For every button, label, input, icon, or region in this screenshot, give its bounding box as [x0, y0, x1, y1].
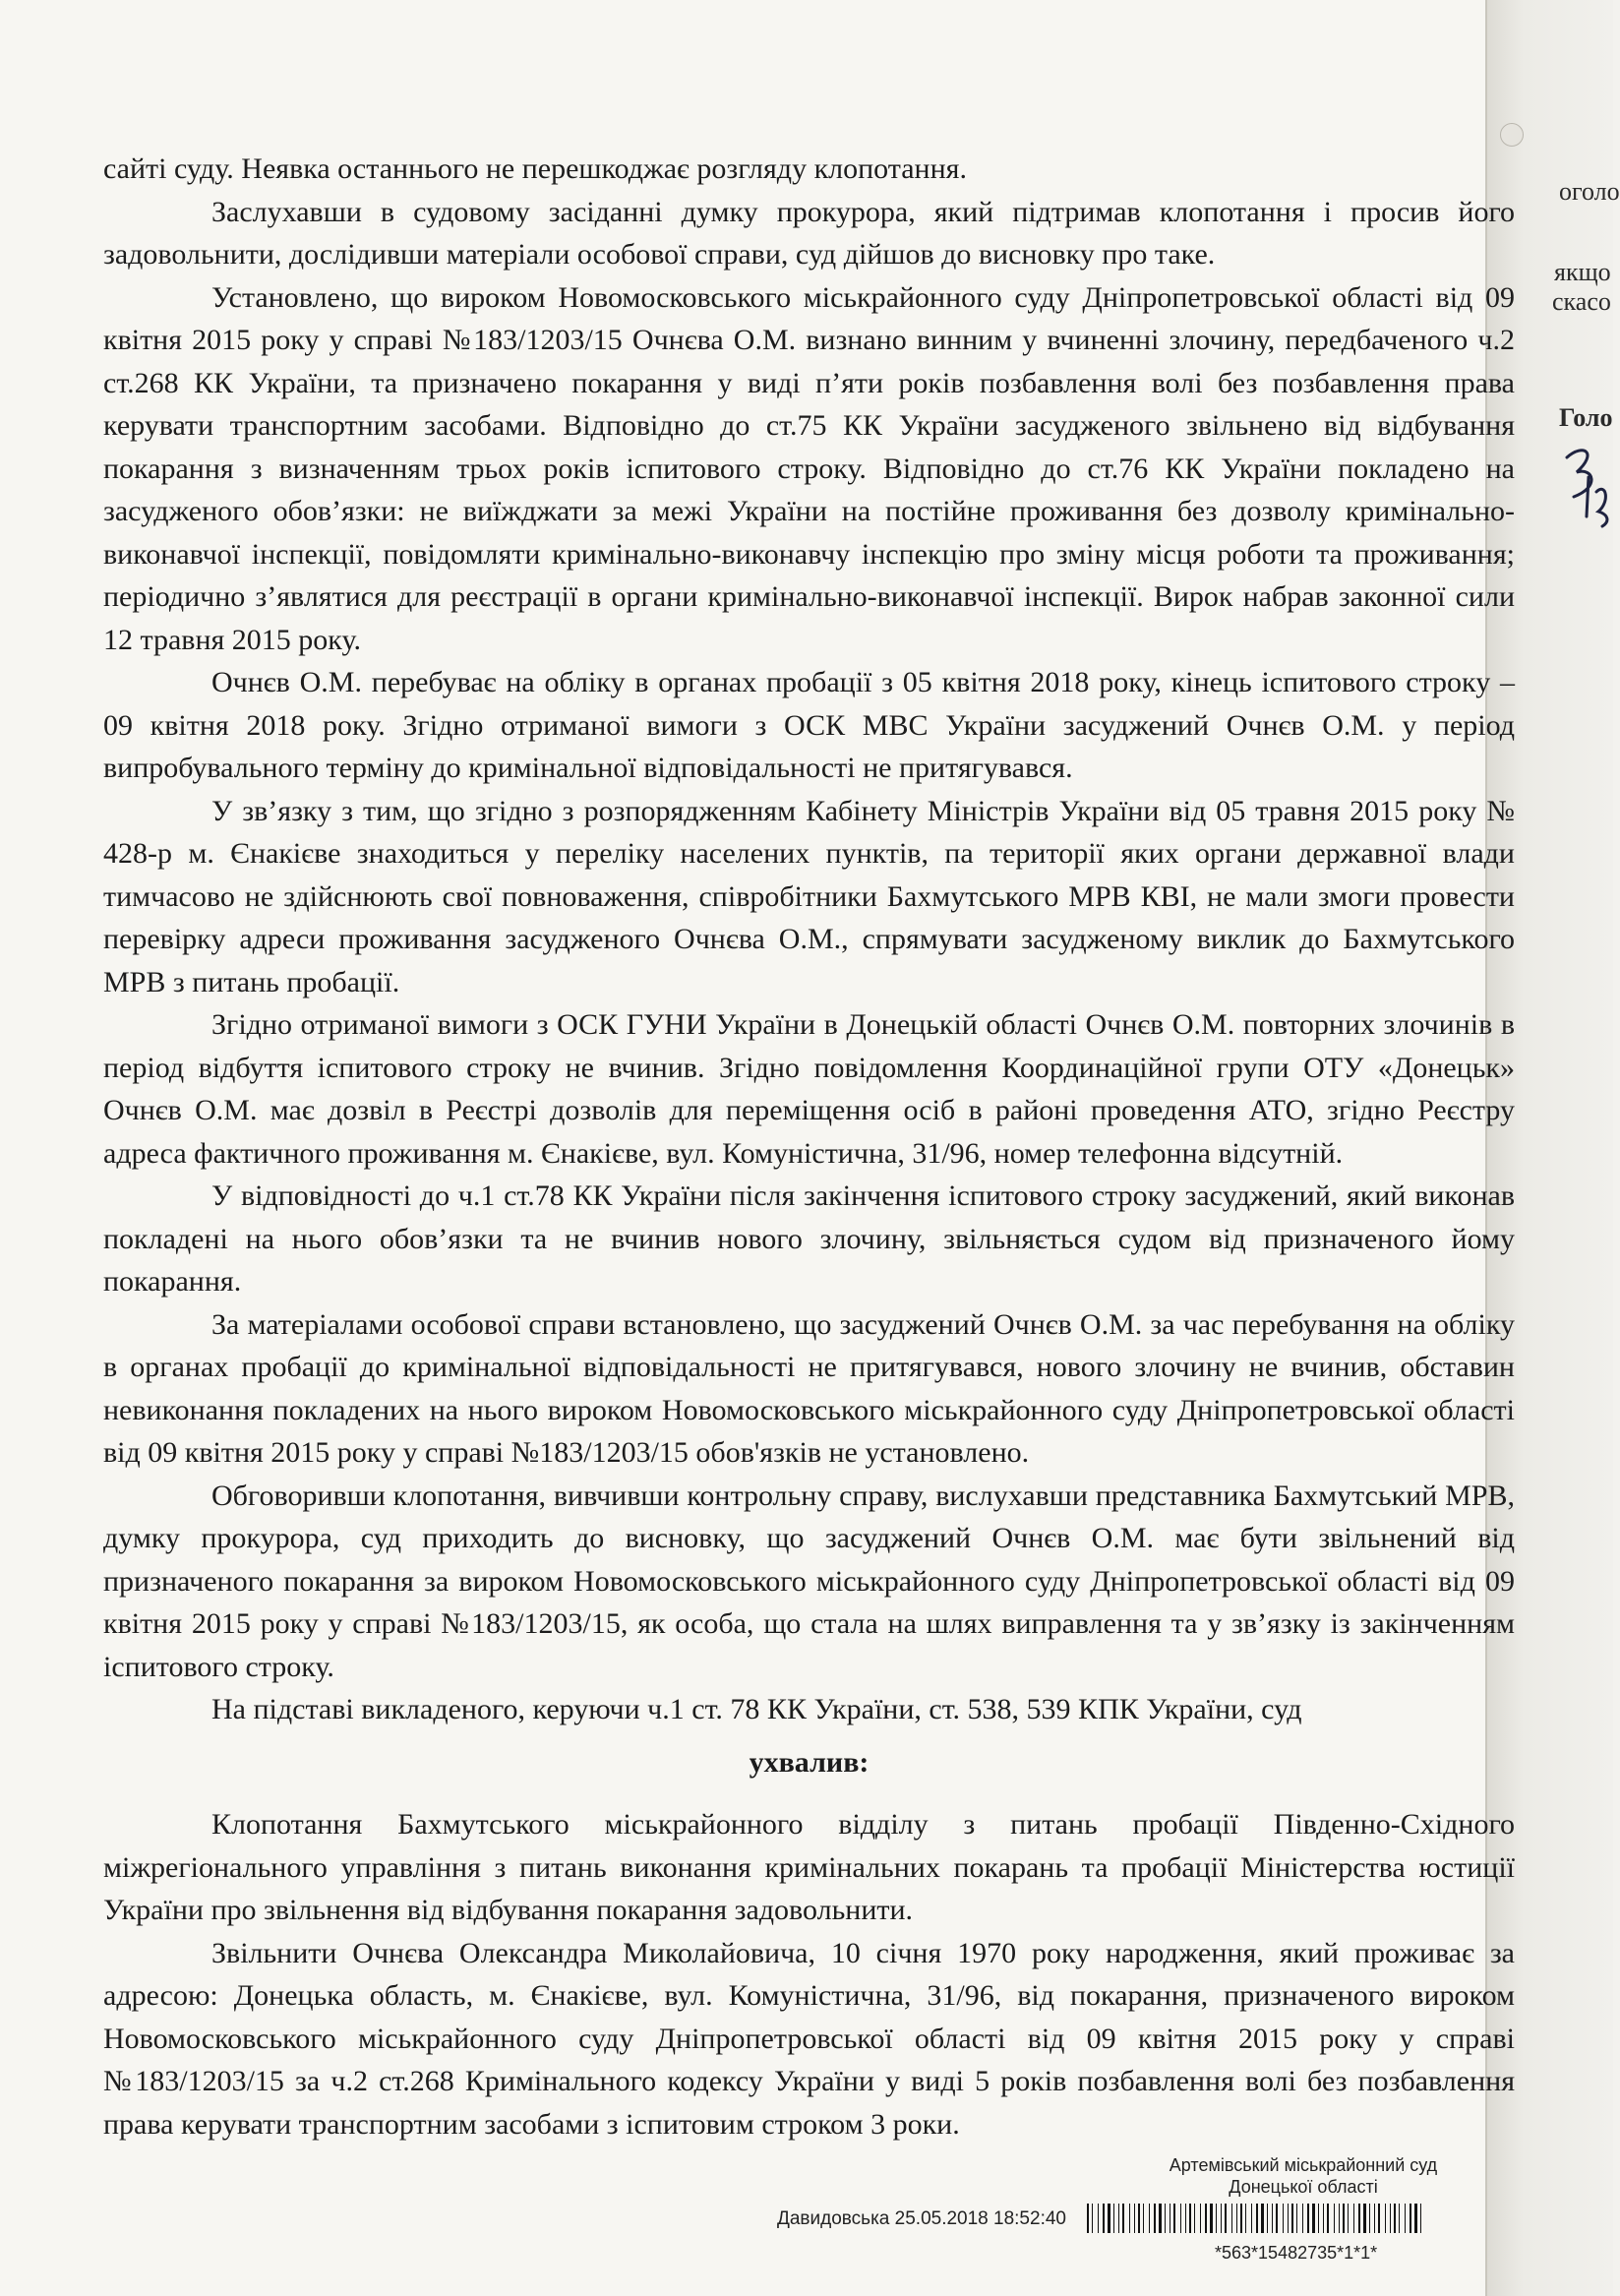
- paragraph: У відповідності до ч.1 ст.78 КК України після закінчення іспитового строку засуджений, який виконав покладені на нього обов’язки та не вчинив нового злочину, звільняється судом від призначеного йому покарання.: [103, 1179, 1515, 1298]
- margin-note: скасо: [1552, 287, 1611, 316]
- clerk-timestamp: Давидовська 25.05.2018 18:52:40: [777, 2208, 1066, 2229]
- stamp-region: Донецької області: [1229, 2177, 1378, 2197]
- paragraph: За матеріалами особової справи встановлено, що засуджений Очнєв О.М. за час перебування на обліку в органах пробації до кримінальної відповідальності не притягувався, нового злочину не вчинив, обставин невиконання покладених на нього вироком Новомосковського міськрайонного суду Дніпропетровської області від 09 квітня 2015 року у справі №183/1203/15 обов'язків не установлено.: [103, 1307, 1515, 1469]
- margin-note: Голо: [1559, 403, 1613, 432]
- margin-note: якщо: [1554, 258, 1611, 286]
- signature-icon: [1559, 438, 1613, 531]
- decision-heading: ухвалив:: [749, 1745, 870, 1779]
- document-body: [103, 148, 1515, 2145]
- stamp-court-name: Артемівський міськрайонний суд: [1169, 2155, 1438, 2175]
- paragraph: Установлено, що вироком Новомосковського міськрайонного суду Дніпропетровської області від 09 квітня 2015 року у справі №183/1203/15 Очнєва О.М. визнано винним у вчиненні злочину, передбаченого ч.2 ст.268 КК України, та призначено покарання у виді п’яти років позбавлення волі без позбавлення права керувати транспортним засобами. Відповідно до ст.75 КК України засудженого звільнено від відбування покарання з визначенням трьох років іспитового строку. Відповідно до ст.76 КК України покладено на засудженого обов’язки: не виїжджати за межі України на постійне проживання без дозволу кримінально-виконавчої інспекції, повідомляти кримінально-виконавчу інспекцію про зміну місця роботи та проживання; періодично з’являтися для реєстрації в органи кримінально-виконавчої інспекції. Вирок набрав законної сили 12 травня 2015 року.: [103, 280, 1515, 656]
- barcode: [1087, 2204, 1421, 2233]
- paragraph: Обговоривши клопотання, вивчивши контрольну справу, вислухавши представника Бахмутський МРВ, думку прокурора, суд приходить до висновку, що засуджений Очнєв О.М. має бути звільнений від призначеного покарання за вироком Новомосковського міськрайонного суду Дніпропетровської області від 09 квітня 2015 року у справі №183/1203/15, як особа, що стала на шлях виправлення та у зв’язку із закінченням іспитового строку.: [103, 1479, 1515, 1683]
- ruling-paragraph: Звільнити Очнєва Олександра Миколайовича, 10 січня 1970 року народження, який проживає за адресою: Донецька область, м. Єнакієве, вул. Комуністична, 31/96, від покарання, призначеного вироком Новомосковського міськрайонного суду Дніпропетровської області від 09 квітня 2015 року у справі №183/1203/15 за ч.2 ст.268 Кримінального кодексу України у виді 5 років позбавлення волі без позбавлення права керувати транспортним засобами з іспитовим строком 3 роки.: [103, 1936, 1515, 2141]
- paragraph: Заслухавши в судовому засіданні думку прокурора, який підтримав клопотання і просив його задовольнити, дослідивши матеріали особової справи, суд дійшов до висновку про таке.: [103, 195, 1515, 271]
- paragraph: Згідно отриманої вимоги з ОСК ГУНИ України в Донецькій області Очнєв О.М. повторних злочинів в період відбуття іспитового строку не вчинив. Згідно повідомлення Координаційної групи ОТУ «Донецьк» Очнєв О.М. має дозвіл в Реєстрі дозволів для переміщення осіб в районі проведення АТО, згідно Реєстру адреса фактичного проживання м. Єнакієве, вул. Комуністична, 31/96, номер телефонна відсутній.: [103, 1008, 1515, 1170]
- ruling-paragraph: Клопотання Бахмутського міськрайонного відділу з питань пробації Південно-Східного міжрегіонального управління з питань виконання кримінальних покарань та пробації Міністерства юстиції України про звільнення від відбування покарання задовольнити.: [103, 1808, 1515, 1926]
- binding-hole: [1500, 123, 1524, 147]
- paragraph: На підставі викладеного, керуючи ч.1 ст. 78 КК України, ст. 538, 539 КПК України, суд: [211, 1693, 1302, 1725]
- court-stamp: [1131, 2154, 1475, 2198]
- margin-note: оголо: [1559, 177, 1620, 206]
- barcode-number: *563*15482735*1*1*: [1215, 2243, 1378, 2263]
- paragraph: У зв’язку з тим, що згідно з розпорядженням Кабінету Міністрів України від 05 травня 2015 року № 428-р м. Єнакієве знаходиться у переліку населених пунктів, па території яких органи державної влади тимчасово не здійснюють свої повноваження, співробітники Бахмутського МРВ КВІ, не мали змоги провести перевірку адреси проживання засудженого Очнєва О.М., спрямувати засудженому виклик до Бахмутського МРВ з питань пробації.: [103, 794, 1515, 998]
- paragraph: Очнєв О.М. перебуває на обліку в органах пробації з 05 квітня 2018 року, кінець іспитового строку – 09 квітня 2018 року. Згідно отриманої вимоги з ОСК МВС України засуджений Очнєв О.М. у період випробувального терміну до кримінальної відповідальності не притягувався.: [103, 666, 1515, 784]
- paragraph: сайті суду. Неявка останнього не перешкоджає розгляду клопотання.: [103, 152, 967, 185]
